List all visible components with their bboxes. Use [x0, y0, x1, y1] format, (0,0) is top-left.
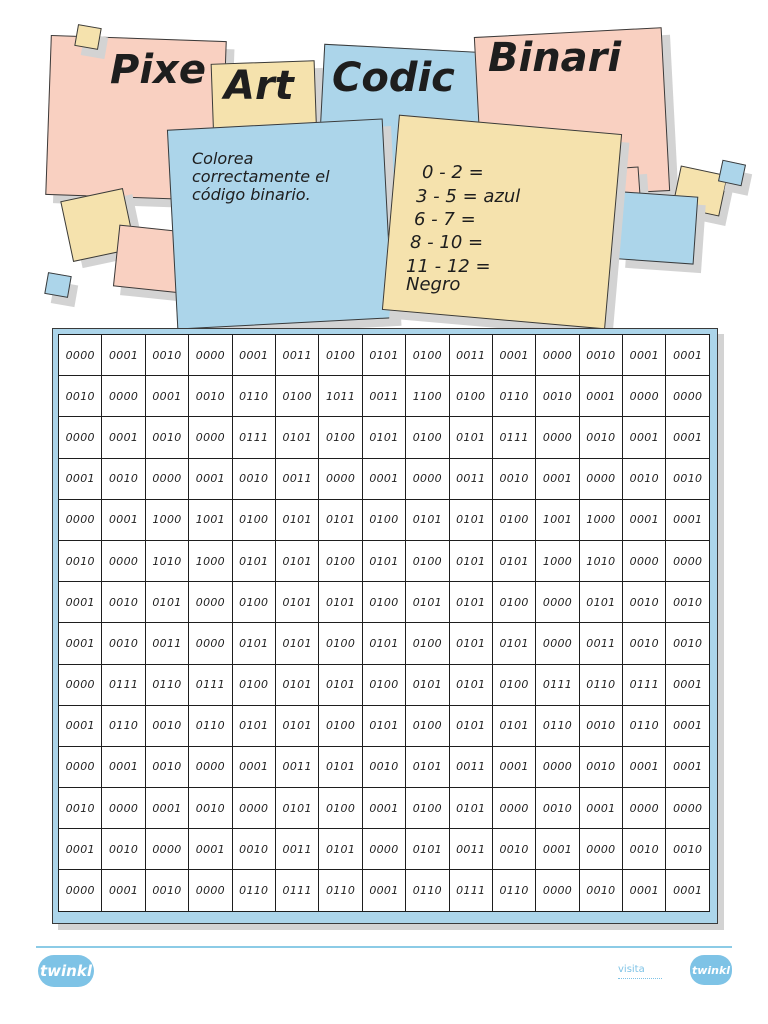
grid-cell[interactable]: 0101	[406, 582, 449, 623]
grid-cell[interactable]: 0010	[623, 458, 666, 499]
grid-cell[interactable]: 0001	[232, 746, 275, 787]
grid-cell[interactable]: 0110	[579, 664, 622, 705]
grid-cell[interactable]: 0100	[492, 499, 535, 540]
grid-cell[interactable]: 0101	[232, 540, 275, 581]
grid-cell[interactable]: 0000	[232, 788, 275, 829]
grid-cell[interactable]: 0010	[362, 746, 405, 787]
grid-cell[interactable]: 1000	[536, 540, 579, 581]
grid-cell[interactable]: 0111	[102, 664, 145, 705]
grid-cell[interactable]: 0101	[406, 746, 449, 787]
grid-cell[interactable]: 0101	[319, 499, 362, 540]
grid-cell[interactable]: 0101	[406, 664, 449, 705]
footer-divider	[36, 946, 732, 948]
grid-cell[interactable]: 0001	[666, 705, 710, 746]
grid-cell[interactable]: 0111	[623, 664, 666, 705]
grid-cell[interactable]: 0100	[319, 540, 362, 581]
grid-cell[interactable]: 0001	[536, 829, 579, 870]
grid-cell[interactable]: 0101	[275, 582, 318, 623]
grid-cell[interactable]: 0101	[449, 705, 492, 746]
grid-cell[interactable]: 0101	[232, 623, 275, 664]
grid-cell[interactable]: 0000	[189, 623, 232, 664]
grid-cell[interactable]: 0001	[102, 335, 145, 376]
grid-cell[interactable]: 0010	[102, 623, 145, 664]
grid-cell[interactable]: 0010	[59, 540, 102, 581]
grid-cell[interactable]: 0111	[449, 870, 492, 911]
deco-square	[44, 272, 71, 298]
grid-cell[interactable]: 0010	[492, 829, 535, 870]
grid-cell[interactable]: 0000	[492, 788, 535, 829]
grid-cell[interactable]: 0001	[623, 499, 666, 540]
grid-cell[interactable]: 0001	[189, 829, 232, 870]
title-word-codic: Codic	[332, 55, 455, 101]
grid-cell[interactable]: 0010	[102, 582, 145, 623]
grid-cell[interactable]: 0100	[449, 376, 492, 417]
grid-cell[interactable]: 0010	[579, 870, 622, 911]
grid-cell[interactable]: 0100	[406, 788, 449, 829]
grid-row	[59, 664, 710, 705]
grid-cell[interactable]: 0011	[275, 335, 318, 376]
grid-cell[interactable]: 0101	[145, 582, 188, 623]
grid-cell[interactable]: 0001	[232, 335, 275, 376]
visit-link-underline	[618, 978, 662, 979]
grid-cell[interactable]: 0001	[666, 664, 710, 705]
grid-cell[interactable]: 0000	[319, 458, 362, 499]
grid-cell[interactable]: 0000	[406, 458, 449, 499]
grid-cell[interactable]: 0001	[59, 705, 102, 746]
grid-cell[interactable]: 0100	[406, 417, 449, 458]
grid-cell[interactable]: 0100	[492, 664, 535, 705]
grid-cell[interactable]: 0000	[536, 746, 579, 787]
grid-cell[interactable]: 0000	[623, 788, 666, 829]
grid-row	[59, 788, 710, 829]
grid-cell[interactable]: 0010	[536, 788, 579, 829]
grid-cell[interactable]: 0101	[449, 664, 492, 705]
grid-cell[interactable]: 0011	[275, 458, 318, 499]
twinkl-badge: twinkl	[690, 955, 732, 985]
grid-cell[interactable]: 0100	[406, 540, 449, 581]
grid-cell[interactable]: 0000	[189, 417, 232, 458]
grid-cell[interactable]: 0110	[102, 705, 145, 746]
grid-cell[interactable]: 0001	[102, 499, 145, 540]
grid-cell[interactable]: 0001	[362, 458, 405, 499]
grid-cell[interactable]: 0101	[362, 705, 405, 746]
grid-cell[interactable]: 0101	[449, 623, 492, 664]
grid-cell[interactable]: 0110	[623, 705, 666, 746]
grid-cell[interactable]: 0101	[449, 417, 492, 458]
grid-cell[interactable]: 0000	[189, 335, 232, 376]
grid-cell[interactable]: 1011	[319, 376, 362, 417]
grid-cell[interactable]: 0001	[102, 746, 145, 787]
grid-cell[interactable]: 0100	[275, 376, 318, 417]
grid-cell[interactable]: 0100	[232, 499, 275, 540]
grid-cell[interactable]: 0010	[102, 829, 145, 870]
grid-cell[interactable]: 0100	[319, 335, 362, 376]
grid-cell[interactable]: 0000	[189, 870, 232, 911]
grid-cell[interactable]: 0010	[145, 870, 188, 911]
grid-cell[interactable]: 0001	[102, 417, 145, 458]
grid-cell[interactable]: 0010	[492, 458, 535, 499]
grid-cell[interactable]: 0000	[102, 376, 145, 417]
grid-cell[interactable]: 0001	[492, 335, 535, 376]
grid-cell[interactable]: 0110	[406, 870, 449, 911]
grid-cell[interactable]: 0000	[536, 417, 579, 458]
grid-cell[interactable]: 0000	[623, 540, 666, 581]
grid-cell[interactable]: 0110	[319, 870, 362, 911]
grid-cell[interactable]: 0101	[275, 664, 318, 705]
key-line: 11 - 12 =	[406, 256, 491, 277]
grid-cell[interactable]: 0000	[102, 540, 145, 581]
grid-cell[interactable]: 0000	[579, 829, 622, 870]
grid-cell[interactable]: 0000	[536, 335, 579, 376]
grid-cell[interactable]: 0001	[362, 870, 405, 911]
grid-cell[interactable]: 1001	[189, 499, 232, 540]
grid-cell[interactable]: 0101	[275, 623, 318, 664]
grid-cell[interactable]: 0001	[623, 335, 666, 376]
grid-cell[interactable]: 0001	[189, 458, 232, 499]
grid-cell[interactable]: 0100	[362, 582, 405, 623]
grid-cell[interactable]: 0101	[362, 417, 405, 458]
grid-cell[interactable]: 0010	[579, 417, 622, 458]
grid-cell[interactable]: 0100	[232, 664, 275, 705]
grid-cell[interactable]: 0001	[59, 623, 102, 664]
grid-cell[interactable]: 0000	[145, 829, 188, 870]
grid-cell[interactable]: 0101	[319, 582, 362, 623]
deco-square	[718, 160, 746, 187]
grid-cell[interactable]: 0010	[59, 376, 102, 417]
grid-row	[59, 870, 710, 911]
grid-cell[interactable]: 0101	[449, 788, 492, 829]
grid-row	[59, 829, 710, 870]
grid-cell[interactable]: 0001	[579, 788, 622, 829]
grid-cell[interactable]: 0000	[666, 788, 710, 829]
grid-cell[interactable]: 0101	[406, 499, 449, 540]
grid-cell[interactable]: 0010	[59, 788, 102, 829]
grid-cell[interactable]: 0100	[319, 788, 362, 829]
grid-cell[interactable]: 0010	[145, 417, 188, 458]
grid-cell[interactable]: 0010	[189, 788, 232, 829]
title-word-pixe: Pixe	[110, 47, 206, 93]
grid-cell[interactable]: 0110	[536, 705, 579, 746]
grid-row	[59, 376, 710, 417]
grid-cell[interactable]: 0011	[449, 746, 492, 787]
grid-cell[interactable]: 0110	[145, 664, 188, 705]
grid-cell[interactable]: 0101	[275, 417, 318, 458]
grid-cell[interactable]: 0101	[449, 499, 492, 540]
grid-cell[interactable]: 0101	[232, 705, 275, 746]
grid-cell[interactable]: 0101	[406, 829, 449, 870]
grid-row	[59, 623, 710, 664]
grid-cell[interactable]: 0010	[623, 582, 666, 623]
grid-cell[interactable]: 0010	[579, 335, 622, 376]
grid-cell[interactable]: 0000	[536, 623, 579, 664]
grid-cell[interactable]: 0011	[449, 458, 492, 499]
grid-cell[interactable]: 0111	[189, 664, 232, 705]
grid-cell[interactable]: 0111	[232, 417, 275, 458]
grid-cell[interactable]: 0101	[275, 540, 318, 581]
title-word-binari: Binari	[488, 35, 622, 81]
grid-cell[interactable]: 0000	[59, 870, 102, 911]
grid-cell[interactable]: 0001	[59, 582, 102, 623]
grid-cell[interactable]: 0001	[536, 458, 579, 499]
grid-cell[interactable]: 0001	[666, 499, 710, 540]
grid-cell[interactable]: 0010	[102, 458, 145, 499]
grid-cell[interactable]: 0011	[275, 746, 318, 787]
grid-cell[interactable]: 0101	[319, 746, 362, 787]
key-line: 0 - 2 =	[422, 162, 484, 183]
grid-cell[interactable]: 0101	[492, 623, 535, 664]
grid-cell[interactable]: 0110	[492, 870, 535, 911]
grid-row	[59, 540, 710, 581]
grid-cell[interactable]: 0001	[59, 458, 102, 499]
grid-cell[interactable]: 0011	[449, 335, 492, 376]
grid-cell[interactable]: 0000	[623, 376, 666, 417]
grid-cell[interactable]: 0000	[145, 458, 188, 499]
deco-square	[74, 24, 101, 50]
grid-row	[59, 458, 710, 499]
grid-cell[interactable]: 1001	[536, 499, 579, 540]
grid-cell[interactable]: 0001	[362, 788, 405, 829]
grid-cell[interactable]: 0100	[492, 582, 535, 623]
grid-cell[interactable]: 0011	[362, 376, 405, 417]
grid-cell[interactable]: 0100	[362, 664, 405, 705]
grid-cell[interactable]: 0101	[492, 540, 535, 581]
grid-cell[interactable]: 0111	[536, 664, 579, 705]
grid-cell[interactable]: 0101	[579, 582, 622, 623]
grid-cell[interactable]: 0010	[145, 746, 188, 787]
grid-cell[interactable]: 0001	[623, 746, 666, 787]
grid-cell[interactable]: 0111	[492, 417, 535, 458]
grid-cell[interactable]: 0001	[579, 376, 622, 417]
grid-cell[interactable]: 0101	[362, 540, 405, 581]
grid-cell[interactable]: 0010	[666, 458, 710, 499]
grid-cell[interactable]: 0101	[319, 829, 362, 870]
grid-cell[interactable]: 0010	[232, 829, 275, 870]
grid-cell[interactable]: 0101	[275, 705, 318, 746]
grid-cell[interactable]: 0000	[59, 746, 102, 787]
key-line: 8 - 10 =	[410, 232, 484, 253]
grid-cell[interactable]: 0001	[666, 417, 710, 458]
grid-cell[interactable]: 0000	[666, 376, 710, 417]
key-line: 3 - 5 = azul	[416, 186, 521, 207]
grid-cell[interactable]: 0000	[59, 664, 102, 705]
grid-cell[interactable]: 0010	[623, 829, 666, 870]
grid-cell[interactable]: 0000	[536, 582, 579, 623]
grid-cell[interactable]: 0100	[319, 623, 362, 664]
key-line: 6 - 7 =	[414, 209, 476, 230]
grid-cell[interactable]: 0010	[666, 623, 710, 664]
grid-cell[interactable]: 0110	[232, 870, 275, 911]
grid-cell[interactable]: 0000	[59, 499, 102, 540]
grid-cell[interactable]: 0010	[232, 458, 275, 499]
grid-cell[interactable]: 1000	[189, 540, 232, 581]
grid-cell[interactable]: 0111	[275, 870, 318, 911]
grid-cell[interactable]: 0001	[59, 829, 102, 870]
grid-cell[interactable]: 0000	[102, 788, 145, 829]
grid-cell[interactable]: 0010	[666, 582, 710, 623]
key-line: Negro	[406, 274, 461, 295]
grid-cell[interactable]: 0101	[362, 335, 405, 376]
grid-cell[interactable]: 0000	[579, 458, 622, 499]
grid-cell[interactable]: 1010	[579, 540, 622, 581]
title-word-art: Art	[224, 63, 294, 109]
grid-cell[interactable]: 0100	[406, 623, 449, 664]
grid-cell[interactable]: 0001	[145, 376, 188, 417]
grid-cell[interactable]: 0010	[579, 746, 622, 787]
grid-row	[59, 499, 710, 540]
grid-row	[59, 746, 710, 787]
grid-cell[interactable]: 0110	[492, 376, 535, 417]
grid-cell[interactable]: 0000	[189, 582, 232, 623]
grid-cell[interactable]: 0100	[319, 705, 362, 746]
grid-cell[interactable]: 1000	[145, 499, 188, 540]
visit-link[interactable]: visita	[618, 964, 645, 975]
grid-cell[interactable]: 0001	[145, 788, 188, 829]
grid-cell[interactable]: 0000	[362, 829, 405, 870]
grid-cell[interactable]: 0101	[275, 788, 318, 829]
instructions-text: Colorea correctamente el código binario.	[192, 149, 330, 204]
grid-cell[interactable]: 0010	[666, 829, 710, 870]
grid-cell[interactable]: 0001	[102, 870, 145, 911]
grid-cell[interactable]: 0010	[623, 623, 666, 664]
grid-cell[interactable]: 1100	[406, 376, 449, 417]
grid-cell[interactable]: 0000	[189, 746, 232, 787]
grid-cell[interactable]: 0000	[59, 335, 102, 376]
grid-cell[interactable]: 0000	[666, 540, 710, 581]
grid-cell[interactable]: 0001	[623, 417, 666, 458]
grid-cell[interactable]: 0001	[666, 746, 710, 787]
grid-cell[interactable]: 0100	[406, 705, 449, 746]
deco-square	[618, 191, 699, 264]
twinkl-logo[interactable]: twinkl	[38, 955, 94, 987]
grid-cell[interactable]: 0011	[449, 829, 492, 870]
grid-row	[59, 335, 710, 376]
grid-cell[interactable]: 0010	[536, 376, 579, 417]
grid-cell[interactable]: 0010	[579, 705, 622, 746]
grid-cell[interactable]: 0101	[275, 499, 318, 540]
grid-row	[59, 582, 710, 623]
grid-cell[interactable]: 0101	[362, 623, 405, 664]
grid-cell[interactable]: 0011	[579, 623, 622, 664]
grid-cell[interactable]: 0000	[536, 870, 579, 911]
grid-cell[interactable]: 0101	[319, 664, 362, 705]
grid-cell[interactable]: 1010	[145, 540, 188, 581]
grid-cell[interactable]: 1000	[579, 499, 622, 540]
grid-cell[interactable]: 0011	[275, 829, 318, 870]
grid-cell[interactable]: 0110	[232, 376, 275, 417]
grid-cell[interactable]: 0010	[189, 376, 232, 417]
grid-cell[interactable]: 0101	[449, 540, 492, 581]
grid-row	[59, 417, 710, 458]
grid-cell[interactable]: 0110	[189, 705, 232, 746]
grid-cell[interactable]: 0101	[449, 582, 492, 623]
grid-cell[interactable]: 0001	[492, 746, 535, 787]
grid-cell[interactable]: 0001	[666, 870, 710, 911]
grid-cell[interactable]: 0100	[319, 417, 362, 458]
grid-cell[interactable]: 0001	[623, 870, 666, 911]
grid-cell[interactable]: 0101	[492, 705, 535, 746]
grid-cell[interactable]: 0100	[406, 335, 449, 376]
grid-cell[interactable]: 0011	[145, 623, 188, 664]
grid-cell[interactable]: 0010	[145, 335, 188, 376]
grid-row	[59, 705, 710, 746]
grid-cell[interactable]: 0100	[362, 499, 405, 540]
grid-cell[interactable]: 0010	[145, 705, 188, 746]
grid-cell[interactable]: 0000	[59, 417, 102, 458]
grid-cell[interactable]: 0100	[232, 582, 275, 623]
grid-cell[interactable]: 0001	[666, 335, 710, 376]
binary-grid	[58, 334, 710, 912]
